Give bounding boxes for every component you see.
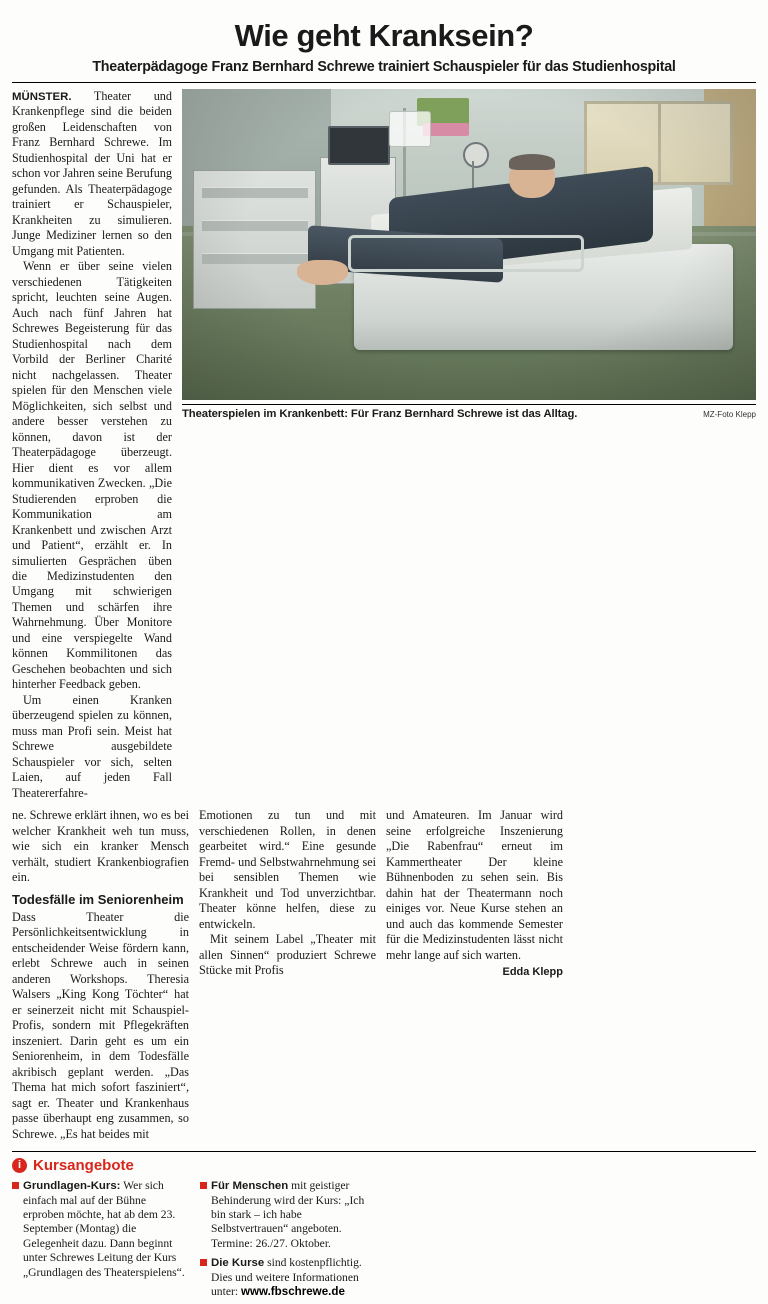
- info-box: [12, 1151, 756, 1304]
- article-column-1: [12, 89, 172, 801]
- article-lower-section: [12, 808, 756, 1142]
- info-box-column-1: [12, 1179, 188, 1304]
- photo-caption: Theaterspielen im Krankenbett: Für Franz Bernhard Schrewe ist das Alltag.: [182, 407, 578, 420]
- article-byline: Edda Klepp: [502, 966, 563, 979]
- website-link[interactable]: www.fbschrewe.de: [240, 1284, 345, 1298]
- article-upper-section: [12, 89, 756, 801]
- dateline: MÜNSTER.: [12, 90, 72, 103]
- article-paragraph: Wenn er über seine vielen verschiedenen Tätigkeiten spricht, leuchten seine Augen. Auch nach fünf Jahren hat Schrewes Begeisterung für das Studienhospital nach dem Vorbild der Berliner Charité nicht nachgelassen. Theater spielen für den Menschen viele Möglichkeiten, sich selbst und andere besser verstehen zu können, davon ist der Theaterpädagoge überzeugt. Hier dient es vor allem kommunikativen Zwecken. „Die Studierenden erproben die Kommunikation am Krankenbett und zwischen Arzt und Patient“, erzählt er. In simulierten Gesprächen üben die Medizinstudenten den Umgang mit schwierigen Themen und schärfen ihre Wahrnehmung. Über Monitore und eine verspiegelte Wand können Kommilitonen das Geschehen beobachten und sich hinterher Feedback geben.: [12, 259, 172, 692]
- info-box-item: [200, 1256, 378, 1299]
- info-box-title: Kursangebote: [33, 1157, 134, 1175]
- article-paragraph-text: Theater und Krankenpflege sind die beiden großen Leidenschaften von Franz Bernhard Schrewe. Im Studienhospital der Uni hat er schon vor Jahren seine Berufung gefunden. Als Theaterpädagoge trainiert er Schauspieler, Krankheiten zu simulieren. Junge Mediziner lernen so den Umgang mit Patienten.: [12, 88, 172, 258]
- photo-credit: MZ-Foto Klepp: [703, 409, 756, 419]
- article-photo-figure: [182, 89, 756, 420]
- info-box-header: [12, 1157, 756, 1174]
- article-column-1-lower: [12, 808, 189, 1142]
- article-column-3-lower: [386, 808, 563, 1142]
- info-box-column-2: [200, 1179, 378, 1304]
- article-paragraph: Dass Theater die Persönlichkeitsentwicklung in entscheidender Weise fördern kann, erlebt Schrewe auch in seinen anderen Workshops. Theresia Walsers „King Kong Töchter“ hat er seinerzeit nicht mit Schauspiel-Profis, sondern mit Pflegekräften inszeniert. Darin geht es um ein Seniorenheim, in dem Todesfälle akribisch geplant werden. „Das Thema hat mich sofort fasziniert“, sagt er. Theater und Krankenhaus passe überhaupt eng zusammen, so Schrewe. „Es hat beides mit: [12, 909, 189, 1141]
- header-divider: [12, 82, 756, 83]
- article-section-subheading: Todesfälle im Seniorenheim: [12, 891, 184, 907]
- article-paragraph: Emotionen zu tun und mit verschiedenen Rollen, in denen gearbeitet wird.“ Eine gesunde Fremd- und Selbstwahrnehmung sei bei sensiblen Themen wie Krankheit und Tod unverzichtbar. Theater könne helfen, diese zu entwickeln.: [199, 808, 376, 931]
- photo-caption-row: [182, 404, 756, 420]
- info-box-item: [12, 1179, 188, 1280]
- info-box-item-lead: Die Kurse: [211, 1257, 265, 1270]
- info-icon: i: [12, 1158, 27, 1173]
- article-paragraph: [12, 89, 172, 259]
- info-box-columns: [12, 1179, 756, 1304]
- article-paragraph: und Amateuren. Im Januar wird seine erfolgreiche Inszenierung „Die Rabenfrau“ erneut im Kammertheater Der kleine Bühnenboden zu sehen sein. Bis dahin hat der Theatermann noch einiges vor. Neue Kurse stehen an und auch das kommende Semester für die Medizinstudenten lässt nicht mehr lange auf sich warten.: [386, 808, 563, 962]
- page-title: Wie geht Kranksein?: [234, 18, 534, 53]
- info-box-item-text: Wer sich einfach mal auf der Bühne erproben möchte, hat ab dem 23. September (Montag) die Gelegenheit dazu. Dann beginnt unter Schrewes Leitung der Kurs „Grundlagen des Theaterspielens“.: [23, 1179, 185, 1279]
- info-box-item-lead: Grundlagen-Kurs:: [23, 1180, 121, 1193]
- photo-hospital-bed: [182, 89, 756, 400]
- info-box-item-text: mit geistiger Behinderung wird der Kurs: „Ich bin stark – ich habe Selbstvertrauen“ angeboten. Termine: 26./27. Oktober.: [211, 1179, 365, 1250]
- article-paragraph: ne. Schrewe erklärt ihnen, wo es bei welcher Krankheit weh tun muss, wie sich ein kranker Mensch verhält, studiert Krankenbiografien ein.: [12, 808, 189, 885]
- article-paragraph: Um einen Kranken überzeugend spielen zu können, muss man Profi sein. Meist hat Schrewe ausgebildete Schauspieler vor sich, selten Laien, auf jeden Fall Theatererfahre-: [12, 692, 172, 800]
- article-subheadline: Theaterpädagoge Franz Bernhard Schrewe trainiert Schauspieler für das Studienhospital: [92, 58, 676, 75]
- photo-vignette: [182, 89, 756, 400]
- article-column-2-lower: [199, 808, 376, 1142]
- article-paragraph: Mit seinem Label „Theater mit allen Sinnen“ produziert Schrewe Stücke mit Profis: [199, 932, 376, 978]
- info-box-item: [200, 1179, 378, 1251]
- info-box-item-lead: Für Menschen: [211, 1180, 289, 1193]
- info-box-item-text: sind kostenpflichtig. Dies und weitere Informationen unter:: [211, 1256, 362, 1298]
